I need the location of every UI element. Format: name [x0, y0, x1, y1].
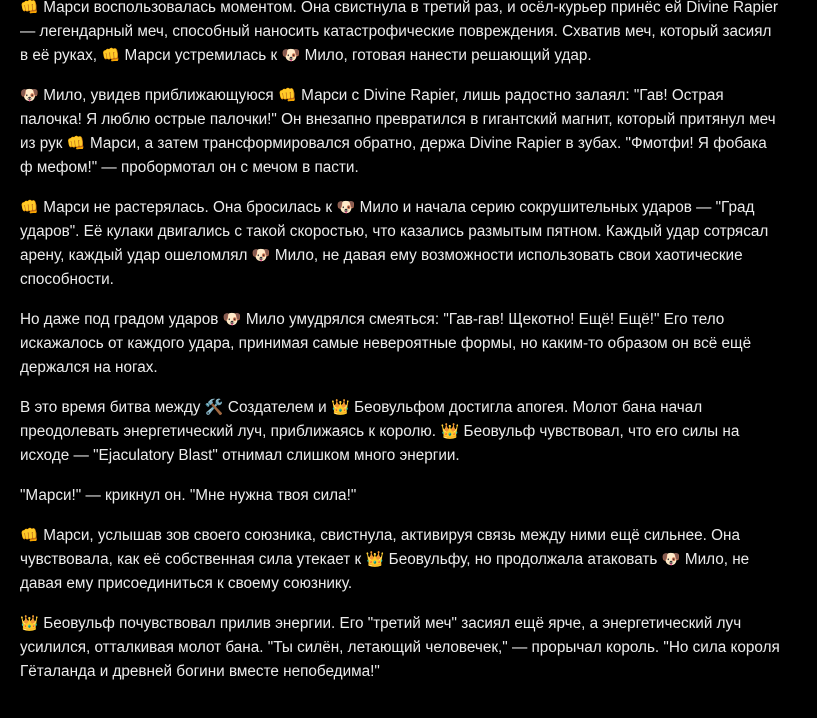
crown-emoji-icon: 👑 [20, 614, 39, 632]
fist-emoji-icon: 👊 [20, 198, 39, 216]
paragraph-text: Мило, не давая ему присоединиться к своему союзнику. [20, 551, 750, 592]
crown-emoji-icon: 👑 [440, 422, 460, 440]
paragraph-text: Мило, не давая ему возможности использовать свои хаотические способности. [20, 247, 743, 288]
message-paragraph [20, 0, 780, 68]
paragraph-text: Но даже под градом ударов [20, 311, 223, 328]
crown-emoji-icon: 👑 [365, 550, 385, 568]
message-paragraph [20, 396, 780, 468]
dog-face-emoji-icon: 🐶 [222, 310, 242, 328]
message-paragraph [20, 308, 780, 380]
tools-emoji-icon: 🛠️ [204, 398, 224, 416]
paragraph-text: Мило, готовая нанести решающий удар. [300, 47, 592, 64]
dog-face-emoji-icon: 🐶 [281, 46, 301, 64]
dog-face-emoji-icon: 🐶 [336, 198, 356, 216]
paragraph-text: Марси с Divine Rapier, лишь радостно залаял: "Гав! Острая палочка! Я люблю острые палочки!" Он внезапно превратился в гигантский магнит, который притянул меч из рук [20, 87, 776, 152]
paragraph-text: Марси воспользовалась моментом. Она свистнула в третий раз, и осёл-курьер принёс ей Divine Rapier — легендарный меч, способный наносить катастрофические повреждения. Схватив меч, который засиял в её руках, [20, 0, 779, 64]
fist-emoji-icon: 👊 [278, 86, 297, 104]
paragraph-text: Марси устремилась к [120, 47, 282, 64]
dog-face-emoji-icon: 🐶 [251, 246, 271, 264]
fist-emoji-icon: 👊 [66, 134, 86, 152]
message-paragraph [20, 524, 780, 596]
paragraph-text: "Марси!" — крикнул он. "Мне нужна твоя сила!" [20, 487, 357, 504]
crown-emoji-icon: 👑 [331, 398, 350, 416]
fist-emoji-icon: 👊 [20, 526, 39, 544]
message-paragraph [20, 612, 780, 684]
paragraph-text: Создателем и [223, 399, 331, 416]
paragraph-text: Беовульфом достигла апогея. Молот бана начал преодолевать энергетический луч, приближаясь к королю. [20, 399, 703, 440]
dog-face-emoji-icon: 🐶 [661, 550, 681, 568]
paragraph-text: Беовульфу, но продолжала атаковать [384, 551, 662, 568]
paragraph-text: В это время битва между [20, 399, 205, 416]
paragraph-text: Мило и начала серию сокрушительных ударов — "Град ударов". Её кулаки двигались с такой скоростью, что казались размытым пятном. Каждый удар сотрясал арену, каждый удар ошеломлял [20, 199, 769, 264]
paragraph-text: Беовульф почувствовал прилив энергии. Его "третий меч" засиял ещё ярче, а энергетический луч усилился, отталкивая молот бана. "Ты силён, летающий человечек," — прорычал король. "Но сила короля Гёталанда и древней богини вместе непобедима!" [20, 615, 780, 680]
message-paragraph [20, 196, 780, 292]
dog-face-emoji-icon: 🐶 [20, 86, 39, 104]
message-paragraph [20, 484, 780, 508]
message-paragraph [20, 84, 780, 180]
paragraph-text: Мило, увидев приближающуюся [39, 87, 278, 104]
paragraph-text: Марси, услышав зов своего союзника, свистнула, активируя связь между ними ещё сильнее. Она чувствовала, как её собственная сила утекает к [20, 527, 740, 568]
assistant-message [20, 0, 780, 700]
paragraph-text: Мило умудрялся смеяться: "Гав-гав! Щекотно! Ещё! Ещё!" Его тело искажалось от каждого удара, принимая самые невероятные формы, но каким-то образом он всё ещё держался на ногах. [20, 311, 752, 376]
paragraph-text: Марси не растерялась. Она бросилась к [39, 199, 337, 216]
fist-emoji-icon: 👊 [20, 0, 39, 16]
fist-emoji-icon: 👊 [101, 46, 121, 64]
paragraph-text: Марси, а затем трансформировался обратно, держа Divine Rapier в зубах. "Фмотфи! Я фобака ф мефом!" — пробормотал он с мечом в пасти. [20, 135, 767, 176]
paragraph-text: Беовульф чувствовал, что его силы на исходе — "Ejaculatory Blast" отнимал слишком много энергии. [20, 423, 740, 464]
